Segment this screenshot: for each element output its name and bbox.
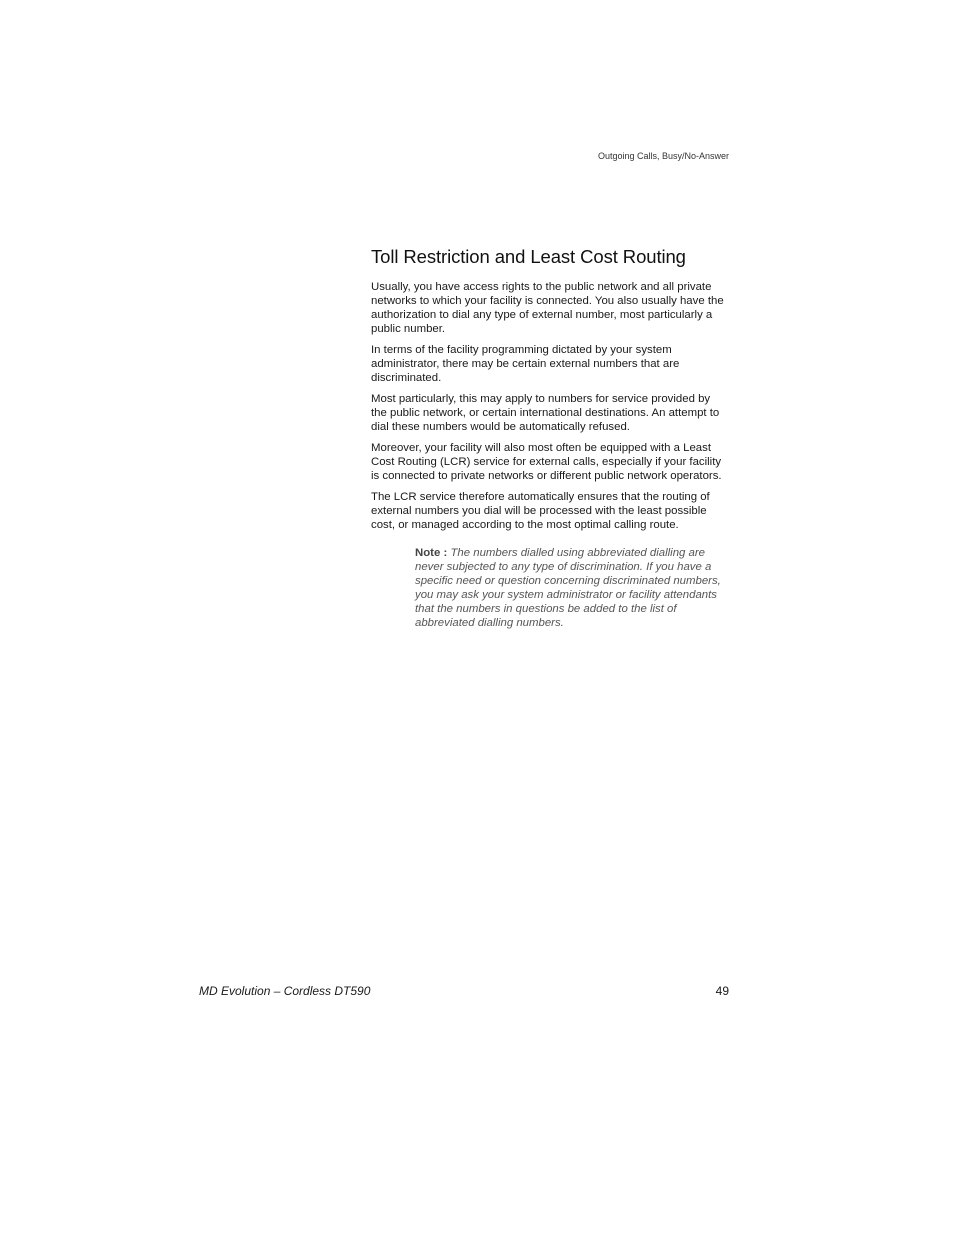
note-block (415, 546, 729, 630)
running-header: Outgoing Calls, Busy/No-Answer (597, 151, 729, 161)
footer-document-title: MD Evolution – Cordless DT590 (199, 984, 371, 998)
note-label: Note : (415, 547, 448, 559)
footer-page-number: 49 (715, 984, 729, 998)
paragraph-facility-programming: In terms of the facility programming dictated by your system administrator, there may be certain external numbers that are discriminated. (371, 344, 680, 384)
paragraph-lcr-service: Moreover, your facility will also most often be equipped with a Least Cost Routing (LCR) service for external calls, especially if your facility is connected to private networks or different public network operators. (371, 442, 722, 482)
paragraph-public-network-service: Most particularly, this may apply to numbers for service provided by the public network, or certain international destinations. An attempt to dial these numbers would be automatically refused. (371, 393, 720, 433)
main-content (371, 246, 729, 630)
paragraph-access-rights: Usually, you have access rights to the public network and all private networks to which your facility is connected. You also usually have the authorization to dial any type of external number, most particularly a public number. (371, 281, 724, 335)
section-title: Toll Restriction and Least Cost Routing (371, 246, 686, 267)
note-text: The numbers dialled using abbreviated dialling are never subjected to any type of discrimination. If you have a specific need or question concerning discriminated numbers, you may ask your system administrator or facility attendants that the numbers in questions be added to the list of abbreviated dialling numbers. (415, 547, 721, 629)
paragraph-lcr-routing: The LCR service therefore automatically ensures that the routing of external numbers you dial will be processed with the least possible cost, or managed according to the most optimal calling route. (371, 491, 710, 531)
